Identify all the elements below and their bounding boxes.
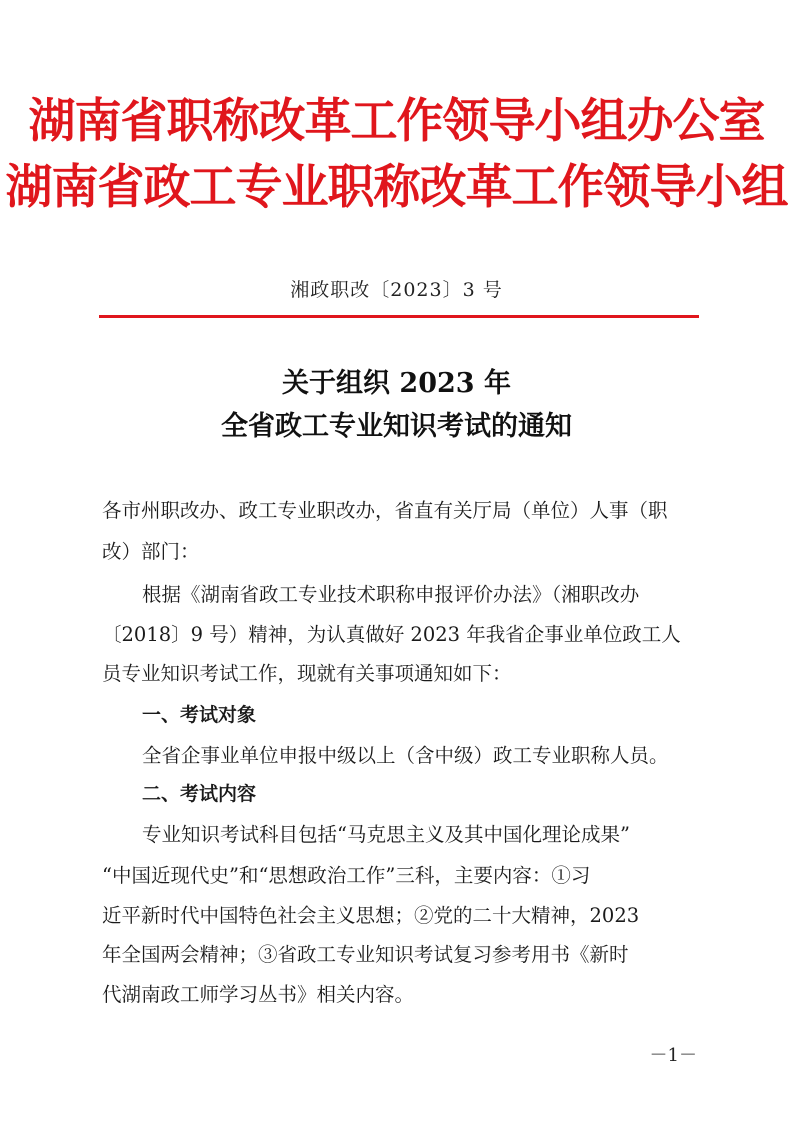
salutation-line-2: 改）部门： (102, 540, 200, 563)
paragraph-intro-line-2: 〔2018〕9 号）精神，为认真做好 2023 年我省企事业单位政工人 (102, 623, 681, 646)
paragraph-exam-content-line-5: 代湖南政工师学习丛书》相关内容。 (102, 983, 415, 1006)
notice-title-line-2: 全省政工专业知识考试的通知 (221, 411, 572, 442)
page-number: －1－ (649, 1045, 697, 1066)
paragraph-exam-content-line-3: 近平新时代中国特色社会主义思想；②党的二十大精神，2023 (102, 904, 640, 927)
salutation-line-1: 各市州职改办、政工专业职改办，省直有关厅局（单位）人事（职 (102, 499, 668, 522)
section-heading-exam-subjects: 一、考试对象 (142, 704, 257, 726)
red-separator-rule (99, 315, 699, 318)
notice-title-line-1: 关于组织 2023 年 (282, 368, 511, 399)
paragraph-exam-content-line-4: 年全国两会精神；③省政工专业知识考试复习参考用书《新时 (102, 943, 629, 966)
paragraph-exam-content-line-1: 专业知识考试科目包括“马克思主义及其中国化理论成果” (142, 823, 630, 846)
issuer-name-line-2: 湖南省政工专业职称改革工作领导小组 (5, 160, 788, 215)
paragraph-exam-content-line-2: “中国近现代史”和“思想政治工作”三科，主要内容：①习 (102, 864, 591, 887)
paragraph-intro-line-1: 根据《湖南省政工专业技术职称申报评价办法》（湘职改办 (142, 583, 640, 606)
issuer-name-line-1: 湖南省职称改革工作领导小组办公室 (28, 94, 765, 149)
paragraph-intro-line-3: 员专业知识考试工作，现就有关事项通知如下： (102, 662, 512, 685)
paragraph-exam-subjects: 全省企事业单位申报中级以上（含中级）政工专业职称人员。 (142, 744, 669, 767)
document-number: 湘政职改〔2023〕3 号 (290, 279, 503, 301)
section-heading-exam-content: 二、考试内容 (142, 783, 257, 805)
